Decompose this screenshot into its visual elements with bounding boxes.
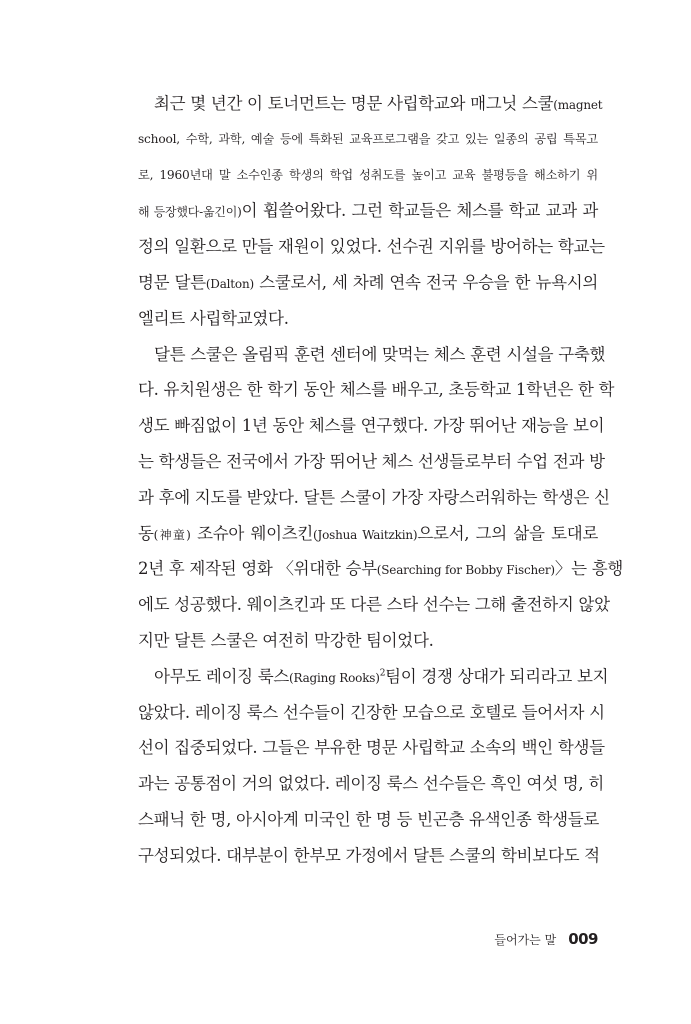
text-run: 명문 달튼: [138, 272, 206, 292]
annotation-text: (magnet: [553, 98, 603, 112]
text-line: [138, 730, 605, 766]
text-line: [138, 158, 598, 194]
text-line: [138, 480, 610, 516]
text-line: [138, 86, 603, 122]
text-run: 지만 달튼 스쿨은 여전히 막강한 팀이었다.: [138, 630, 434, 650]
text-line: [138, 193, 598, 229]
text-run: 스패닉 한 명, 아시아계 미국인 한 명 등 빈곤층 유색인종 학생들로: [138, 809, 600, 829]
footnote-marker: 2: [379, 668, 386, 679]
text-run: 〉는 흥행: [554, 559, 623, 579]
text-run: 동: [138, 523, 154, 543]
annotation-text: (Searching for Bobby Fischer): [376, 563, 555, 578]
text-line: [138, 587, 610, 623]
text-line: [138, 372, 615, 408]
text-line: [138, 802, 598, 838]
text-line: [138, 408, 605, 444]
text-run: 에도 성공했다. 웨이츠킨과 또 다른 스타 선수는 그해 출전하지 않았: [138, 595, 610, 615]
text-run: 선이 집중되었다. 그들은 부유한 명문 사립학교 소속의 백인 학생들: [138, 738, 605, 758]
text-line: [138, 623, 598, 659]
annotation-text: 해 등장했다-옮긴이): [138, 205, 242, 220]
text-run: 생도 빠짐없이 1년 동안 체스를 연구했다. 가장 뛰어난 재능을 보이: [138, 416, 605, 436]
book-page-body: [138, 86, 623, 874]
text-line: [138, 659, 609, 695]
paragraph: [138, 86, 605, 337]
text-run: 최근 몇 년간 이 토너먼트는 명문 사립학교와 매그닛 스쿨: [154, 94, 554, 113]
paragraph: [138, 337, 623, 659]
text-line: [138, 122, 598, 158]
annotation-text: school, 수학, 과학, 예술 등에 특화된 교육프로그램을 갖고 있는 일종의 공립 특목고: [138, 131, 598, 146]
text-run: 정의 일환으로 만들 재원이 있었다. 선수권 지위를 방어하는 학교는: [138, 237, 605, 257]
text-line: [138, 551, 623, 587]
text-line: [138, 229, 605, 265]
text-line: [138, 265, 598, 301]
text-run: 으로서, 그의 삶을 토대로: [417, 523, 598, 543]
annotation-text: (Joshua Waitzkin): [313, 527, 418, 542]
text-line: [138, 838, 598, 874]
running-footer-title: 들어가는 말: [494, 933, 557, 947]
text-run: 구성되었다. 대부분이 한부모 가정에서 달튼 스쿨의 학비보다도 적: [138, 845, 600, 865]
text-line: [138, 301, 598, 337]
annotation-text: (Dalton): [205, 276, 254, 291]
text-line: [138, 516, 598, 552]
text-line: [138, 695, 605, 731]
annotation-text: (神童): [153, 527, 191, 542]
text-run: 엘리트 사립학교였다.: [138, 308, 289, 328]
text-run: 는 학생들은 전국에서 가장 뛰어난 체스 선생들로부터 수업 전과 방: [138, 451, 605, 471]
text-run: 팀이 경쟁 상대가 되리라고 보지: [385, 666, 609, 686]
text-line: [138, 444, 605, 480]
text-run: 달튼 스쿨은 올림픽 훈련 센터에 맞먹는 체스 훈련 시설을 구축했: [154, 344, 606, 364]
text-run: 과 후에 지도를 받았다. 달튼 스쿨이 가장 자랑스러워하는 학생은 신: [138, 487, 610, 507]
text-run: 않았다. 레이징 룩스 선수들이 긴장한 모습으로 호텔로 들어서자 시: [138, 702, 605, 722]
annotation-text: (Raging Rooks): [289, 670, 380, 685]
annotation-text: 로, 1960년대 말 소수인종 학생의 학업 성취도를 높이고 교육 불평등을 해소하기 위: [138, 167, 598, 182]
text-line: [138, 337, 606, 373]
paragraph: [138, 659, 609, 874]
text-line: [138, 766, 604, 802]
page-number: 009: [568, 930, 598, 948]
text-run: 이 휩쓸어왔다. 그런 학교들은 체스를 학교 교과 과: [241, 201, 599, 221]
text-run: 다. 유치원생은 한 학기 동안 체스를 배우고, 초등학교 1학년은 한 학: [138, 380, 615, 400]
text-run: 조슈아 웨이츠킨: [190, 523, 314, 543]
text-run: 과는 공통점이 거의 없었다. 레이징 룩스 선수들은 흑인 여섯 명, 히: [138, 774, 604, 794]
text-run: 2년 후 제작된 영화 〈위대한 승부: [138, 559, 377, 579]
text-run: 아무도 레이징 룩스: [154, 666, 290, 686]
text-run: 스쿨로서, 세 차례 연속 전국 우승을 한 뉴욕시의: [253, 272, 598, 292]
running-footer: [494, 930, 598, 956]
